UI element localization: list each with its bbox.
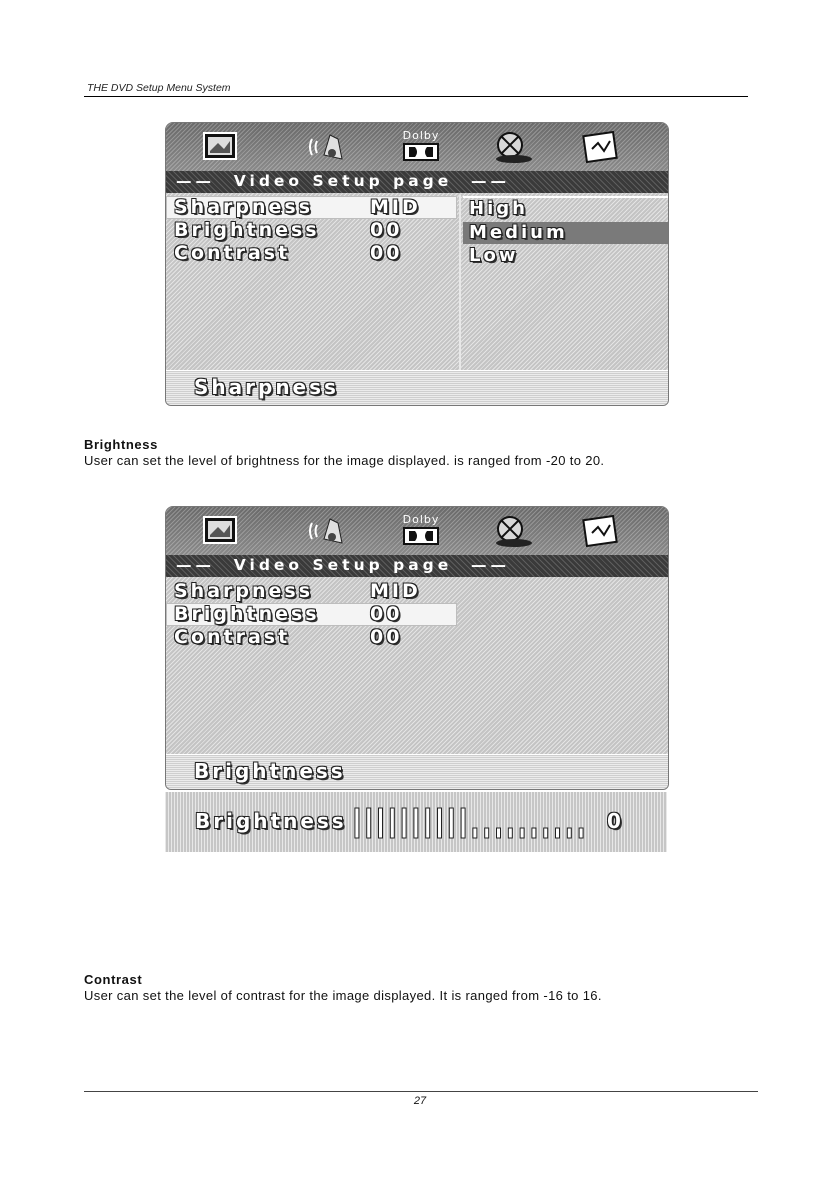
level-tick-empty [520, 828, 524, 838]
dolby-icon[interactable] [398, 129, 444, 165]
menu-item-label: Brightness [174, 219, 320, 241]
level-tick-empty [473, 828, 477, 838]
option-low[interactable] [463, 245, 668, 267]
footer-rule [84, 1091, 758, 1092]
section-contrast [84, 972, 764, 1003]
level-tick-filled [379, 808, 383, 838]
disc-preference-icon[interactable] [488, 513, 536, 549]
section-body: User can set the level of brightness for the image displayed. is ranged from -20 to 20. [84, 453, 605, 468]
option-label: Low [469, 245, 519, 266]
level-tick-filled [426, 808, 430, 838]
disc-preference-icon[interactable] [488, 129, 536, 165]
osd-video-setup-sharpness [165, 122, 669, 406]
menu-item-contrast[interactable] [166, 242, 457, 265]
page-number: 27 [413, 1095, 427, 1107]
level-tick-empty [485, 828, 489, 838]
dolby-label: Dolby [402, 129, 440, 142]
level-tick-filled [402, 808, 406, 838]
menu-item-value: 00 [370, 603, 403, 625]
osd-icon-bar [166, 507, 668, 555]
section-heading: Contrast [84, 972, 143, 987]
osd-video-setup-brightness [165, 506, 669, 790]
osd-title-bar [166, 171, 668, 193]
osd-icon-bar [166, 123, 668, 171]
menu-item-brightness[interactable] [166, 219, 457, 242]
dolby-label: Dolby [402, 513, 440, 526]
menu-item-value: 00 [370, 219, 403, 241]
menu-item-label: Sharpness [174, 580, 314, 602]
header-rule [84, 96, 748, 97]
dolby-icon[interactable] [398, 513, 444, 549]
level-tick-empty [579, 828, 583, 838]
brightness-slider[interactable] [351, 806, 587, 840]
osd-status-text: Brightness [194, 759, 346, 783]
menu-item-value: MID [370, 580, 421, 602]
speaker-audio-icon[interactable] [308, 129, 348, 165]
menu-item-label: Contrast [174, 242, 291, 264]
level-tick-empty [567, 828, 571, 838]
option-medium[interactable] [463, 222, 668, 244]
level-tick-empty [497, 828, 501, 838]
menu-item-contrast[interactable] [166, 626, 457, 649]
tv-screen-icon[interactable] [200, 513, 240, 549]
speaker-audio-icon[interactable] [308, 513, 348, 549]
tv-screen-icon[interactable] [200, 129, 240, 165]
level-tick-empty [544, 828, 548, 838]
level-value: 0 [607, 809, 624, 833]
menu-item-brightness[interactable] [166, 603, 457, 626]
brightness-level-panel [165, 792, 667, 852]
menu-item-value: 00 [370, 626, 403, 648]
level-tick-filled [449, 808, 453, 838]
osd-status-bar [166, 754, 668, 789]
level-tick-filled [414, 808, 418, 838]
menu-item-sharpness[interactable] [166, 580, 457, 603]
running-header: THE DVD Setup Menu System [87, 82, 231, 94]
level-tick-filled [355, 808, 359, 838]
dolby-double-d-icon [398, 142, 444, 162]
menu-item-label: Sharpness [174, 196, 314, 218]
level-tick-filled [461, 808, 465, 838]
section-brightness [84, 437, 764, 468]
option-high[interactable] [463, 196, 668, 218]
option-label: High [469, 198, 528, 219]
osd-page-title: —— Video Setup page —— [176, 556, 511, 574]
menu-item-label: Brightness [174, 603, 320, 625]
password-settings-icon[interactable] [580, 513, 620, 549]
menu-item-value: MID [370, 196, 421, 218]
level-tick-filled [438, 808, 442, 838]
menu-item-sharpness[interactable] [166, 196, 457, 219]
dolby-double-d-icon [398, 526, 444, 546]
option-label: Medium [469, 222, 568, 243]
level-label: Brightness [195, 809, 347, 833]
menu-item-value: 00 [370, 242, 403, 264]
level-tick-filled [390, 808, 394, 838]
osd-title-bar [166, 555, 668, 577]
section-heading: Brightness [84, 437, 158, 452]
osd-status-text: Sharpness [194, 375, 339, 399]
level-tick-empty [508, 828, 512, 838]
menu-item-label: Contrast [174, 626, 291, 648]
level-tick-filled [367, 808, 371, 838]
level-tick-empty [532, 828, 536, 838]
osd-status-bar [166, 370, 668, 405]
password-settings-icon[interactable] [580, 129, 620, 165]
level-tick-empty [556, 828, 560, 838]
section-body: User can set the level of contrast for the image displayed. It is ranged from -16 to 16. [84, 988, 602, 1003]
osd-page-title: —— Video Setup page —— [176, 172, 511, 190]
